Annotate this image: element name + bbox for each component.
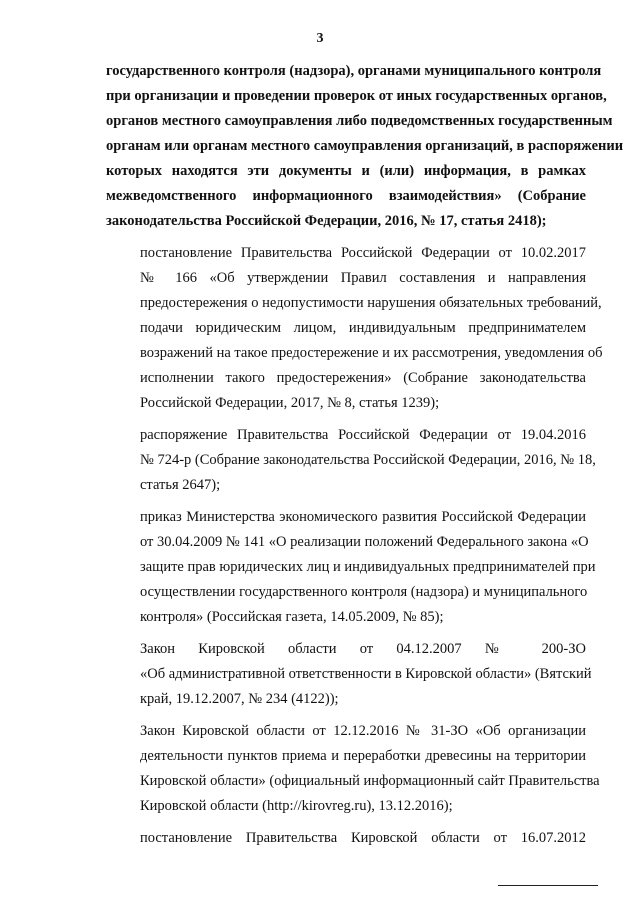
text-line: межведомственного информационного взаимодействия» (Собрание — [106, 188, 586, 204]
paragraph-order-141 — [106, 505, 596, 630]
text-line: органам или органам местного самоуправления организаций, в распоряжении — [106, 138, 624, 154]
text-line: при организации и проведении проверок от иных государственных органов, — [106, 88, 607, 104]
paragraph-law-200 — [106, 637, 592, 712]
paragraph-order-724 — [106, 423, 596, 498]
text-line: статья 2647); — [140, 477, 221, 493]
text-line: № 724-р (Собрание законодательства Российской Федерации, 2016, № 18, — [140, 452, 596, 468]
text-line: Российской Федерации, 2017, № 8, статья 1239); — [140, 395, 440, 411]
text-line: предостережения о недопустимости нарушения обязательных требований, — [140, 295, 602, 311]
text-line: исполнении такого предостережения» (Собрание законодательства — [140, 370, 586, 386]
text-line: деятельности пунктов приема и переработки древесины на территории — [140, 748, 586, 764]
paragraph-resolution-166 — [106, 241, 603, 416]
text-line: постановление Правительства Кировской области от 16.07.2012 — [140, 830, 586, 846]
paragraph-cont-federal-law — [106, 59, 624, 234]
text-line: осуществлении государственного контроля (надзора) и муниципального — [140, 584, 588, 600]
text-line: приказ Министерства экономического развития Российской Федерации — [140, 509, 586, 525]
text-line: подачи юридическим лицом, индивидуальным предпринимателем — [140, 320, 586, 336]
text-line: Закон Кировской области от 12.12.2016 № 31-ЗО «Об организации — [140, 723, 586, 739]
text-line: возражений на такое предостережение и их рассмотрения, уведомления об — [140, 345, 603, 361]
paragraph-regional-resolution — [106, 826, 586, 851]
text-line: «Об административной ответственности в Кировской области» (Вятский — [140, 666, 592, 682]
text-line: Закон Кировской области от 04.12.2007 № 200-ЗО — [140, 641, 586, 657]
text-line: контроля» (Российская газета, 14.05.2009, № 85); — [140, 609, 444, 625]
text-line: органов местного самоуправления либо подведомственных государственным — [106, 113, 613, 129]
text-line: которых находятся эти документы и (или) информация, в рамках — [106, 163, 586, 179]
paragraph-law-31 — [106, 719, 600, 819]
text-line: постановление Правительства Российской Федерации от 10.02.2017 — [140, 245, 586, 261]
text-line: край, 19.12.2007, № 234 (4122)); — [140, 691, 339, 707]
footer-divider — [498, 885, 598, 886]
text-line: законодательства Российской Федерации, 2016, № 17, статья 2418); — [106, 213, 547, 229]
text-line: распоряжение Правительства Российской Федерации от 19.04.2016 — [140, 427, 586, 443]
text-line: от 30.04.2009 № 141 «О реализации положений Федерального закона «О — [140, 534, 589, 550]
text-line: Кировской области» (официальный информационный сайт Правительства — [140, 773, 600, 789]
text-line: № 166 «Об утверждении Правил составления и направления — [140, 270, 586, 286]
document-body — [106, 59, 624, 858]
page-number: 3 — [316, 31, 324, 46]
text-line: государственного контроля (надзора), органами муниципального контроля — [106, 63, 602, 79]
text-line: Кировской области (http://kirovreg.ru), 13.12.2016); — [140, 798, 453, 814]
text-line: защите прав юридических лиц и индивидуальных предпринимателей при — [140, 559, 596, 575]
